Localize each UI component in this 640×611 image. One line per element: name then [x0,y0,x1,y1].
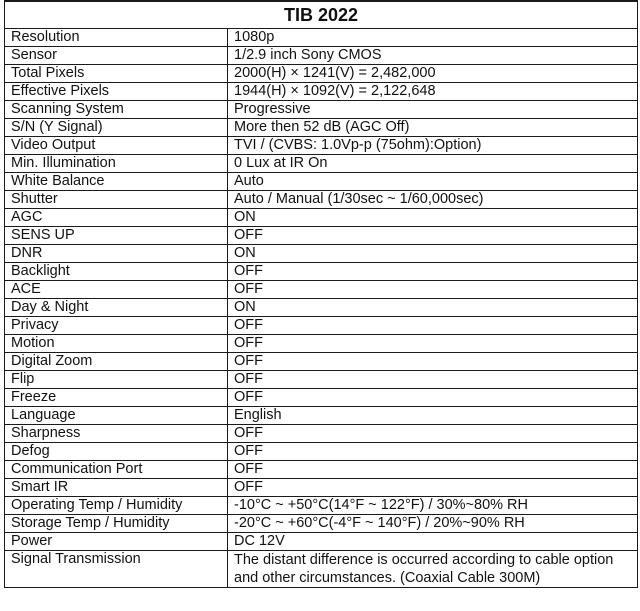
spec-label: Day & Night [5,299,228,317]
spec-label: Sharpness [5,425,228,443]
spec-value: ON [228,299,638,317]
spec-row [5,479,638,497]
spec-value: 0 Lux at IR On [228,155,638,173]
spec-row [5,461,638,479]
spec-label: ACE [5,281,228,299]
spec-row [5,497,638,515]
spec-label: Defog [5,443,228,461]
spec-value: OFF [228,281,638,299]
spec-label: Video Output [5,137,228,155]
spec-row [5,407,638,425]
spec-label: Operating Temp / Humidity [5,497,228,515]
spec-row [5,209,638,227]
spec-label: Privacy [5,317,228,335]
spec-label: Flip [5,371,228,389]
spec-value: ON [228,209,638,227]
spec-value: -20°C ~ +60°C(-4°F ~ 140°F) / 20%~90% RH [228,515,638,533]
spec-row [5,227,638,245]
spec-value: OFF [228,389,638,407]
spec-row [5,335,638,353]
spec-row [5,119,638,137]
spec-value: -10°C ~ +50°C(14°F ~ 122°F) / 30%~80% RH [228,497,638,515]
spec-value: 2000(H) × 1241(V) = 2,482,000 [228,65,638,83]
spec-rows [5,29,638,588]
spec-label: Resolution [5,29,228,47]
spec-label: DNR [5,245,228,263]
spec-label: Scanning System [5,101,228,119]
spec-label: Shutter [5,191,228,209]
spec-value: Progressive [228,101,638,119]
spec-row [5,47,638,65]
spec-label: Signal Transmission [5,551,228,588]
spec-value: More then 52 dB (AGC Off) [228,119,638,137]
spec-value: ON [228,245,638,263]
spec-value: OFF [228,263,638,281]
spec-row [5,299,638,317]
spec-row [5,443,638,461]
spec-row [5,551,638,588]
spec-value: OFF [228,479,638,497]
spec-value: OFF [228,317,638,335]
spec-row [5,389,638,407]
spec-label: Min. Illumination [5,155,228,173]
spec-label: Digital Zoom [5,353,228,371]
spec-label: Motion [5,335,228,353]
spec-row [5,281,638,299]
spec-row [5,317,638,335]
spec-row [5,29,638,47]
spec-label: Freeze [5,389,228,407]
spec-label: Backlight [5,263,228,281]
spec-value: Auto [228,173,638,191]
spec-value: OFF [228,443,638,461]
spec-row [5,515,638,533]
spec-label: Language [5,407,228,425]
spec-row [5,155,638,173]
spec-value: The distant difference is occurred according to cable option and other circumstances. (Coaxial Cable 300M) [228,551,638,588]
spec-label: White Balance [5,173,228,191]
spec-row [5,173,638,191]
spec-label: SENS UP [5,227,228,245]
spec-label: Effective Pixels [5,83,228,101]
spec-row [5,65,638,83]
spec-row [5,425,638,443]
spec-label: Power [5,533,228,551]
spec-table [4,0,638,588]
spec-value: DC 12V [228,533,638,551]
spec-value: OFF [228,353,638,371]
spec-row [5,263,638,281]
spec-row [5,371,638,389]
spec-row [5,137,638,155]
table-title: TIB 2022 [5,1,638,29]
spec-label: Storage Temp / Humidity [5,515,228,533]
spec-label: Communication Port [5,461,228,479]
spec-value: TVI / (CVBS: 1.0Vp-p (75ohm):Option) [228,137,638,155]
spec-row [5,353,638,371]
spec-row [5,101,638,119]
spec-value: 1080p [228,29,638,47]
spec-value: OFF [228,425,638,443]
spec-row [5,191,638,209]
spec-value: OFF [228,461,638,479]
spec-label: Total Pixels [5,65,228,83]
spec-label: S/N (Y Signal) [5,119,228,137]
title-row [5,1,638,29]
spec-label: Smart IR [5,479,228,497]
spec-value: 1944(H) × 1092(V) = 2,122,648 [228,83,638,101]
spec-value: 1/2.9 inch Sony CMOS [228,47,638,65]
spec-label: Sensor [5,47,228,65]
spec-value: English [228,407,638,425]
spec-value: OFF [228,227,638,245]
spec-row [5,533,638,551]
spec-value: OFF [228,371,638,389]
spec-label: AGC [5,209,228,227]
spec-value: OFF [228,335,638,353]
spec-value: Auto / Manual (1/30sec ~ 1/60,000sec) [228,191,638,209]
spec-row [5,245,638,263]
spec-row [5,83,638,101]
